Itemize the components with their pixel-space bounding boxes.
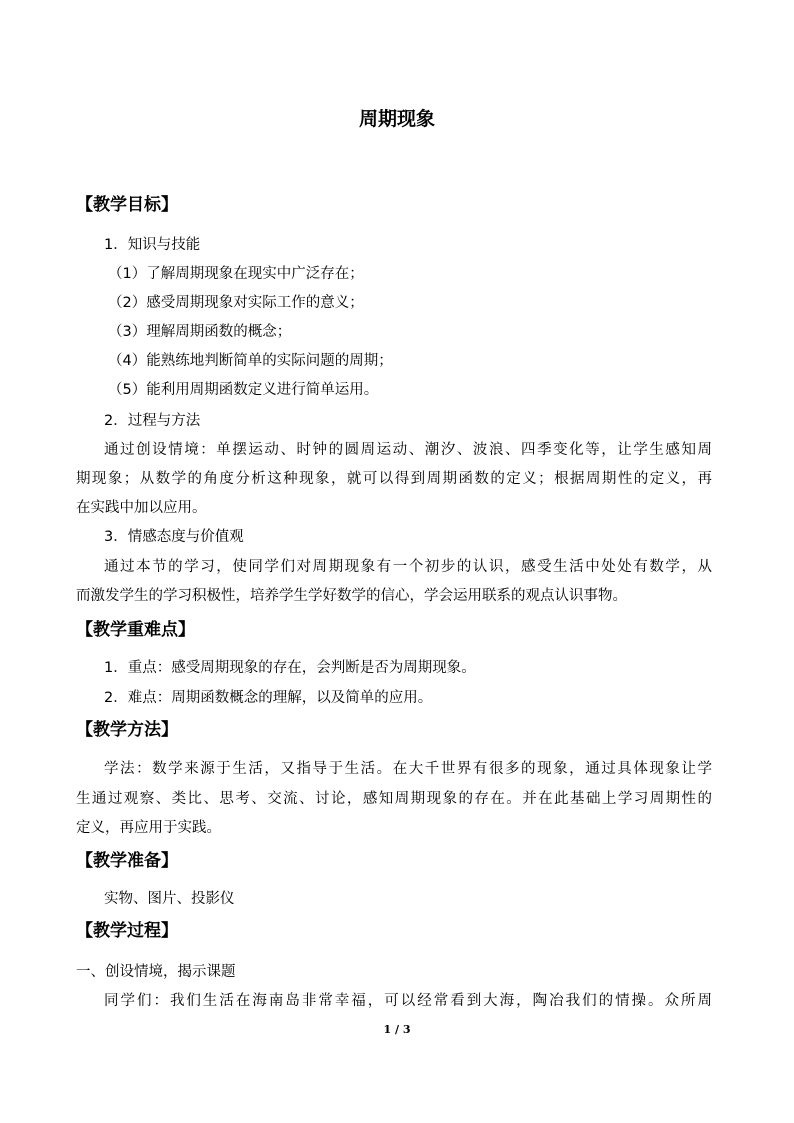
- paragraph-line: 同学们：我们生活在海南岛非常幸福，可以经常看到大海，陶冶我们的情操。众所周: [104, 993, 712, 1009]
- section-heading-key-points: 【教学重难点】: [76, 620, 195, 640]
- section-heading-goals: 【教学目标】: [76, 195, 178, 215]
- key-point-item: 2．难点：周期函数概念的理解，以及简单的应用。: [104, 690, 433, 706]
- section-heading-methods: 【教学方法】: [76, 720, 178, 740]
- goal-item: （1）了解周期现象在现实中广泛存在；: [108, 266, 364, 282]
- paragraph-line: 学法：数学来源于生活，又指导于生活。在大千世界有很多的现象，通过具体现象让学: [104, 761, 712, 777]
- subheading-knowledge: 1．知识与技能: [104, 237, 201, 253]
- section-heading-process: 【教学过程】: [76, 921, 178, 941]
- paragraph-line: 通过创设情境：单摆运动、时钟的圆周运动、潮汐、波浪、四季变化等，让学生感知周: [104, 442, 712, 458]
- subheading-attitude: 3．情感态度与价值观: [104, 529, 244, 545]
- goal-item: （3）理解周期函数的概念；: [108, 324, 292, 340]
- section-heading-prep: 【教学准备】: [76, 851, 178, 871]
- key-point-item: 1．重点：感受周期现象的存在，会判断是否为周期现象。: [104, 660, 476, 676]
- paragraph-line: 通过本节的学习，使同学们对周期现象有一个初步的认识，感受生活中处处有数学，从: [104, 559, 712, 575]
- page-number: 1 / 3: [383, 1023, 411, 1036]
- goal-item: （5）能利用周期函数定义进行简单运用。: [108, 382, 379, 398]
- page-title: 周期现象: [358, 108, 435, 130]
- goal-item: （4）能熟练地判断简单的实际问题的周期；: [108, 353, 393, 369]
- paragraph-line: 而激发学生的学习积极性，培养学生学好数学的信心，学会运用联系的观点认识事物。: [76, 588, 627, 604]
- paragraph-line: 定义，再应用于实践。: [76, 820, 221, 836]
- paragraph-line: 生通过观察、类比、思考、交流、讨论，感知周期现象的存在。并在此基础上学习周期性的: [76, 791, 712, 807]
- goal-item: （2）感受周期现象对实际工作的意义；: [108, 295, 364, 311]
- prep-text: 实物、图片、投影仪: [104, 891, 235, 907]
- subheading-process-method: 2．过程与方法: [104, 413, 201, 429]
- process-subheading: 一、创设情境，揭示课题: [76, 964, 236, 980]
- paragraph-line: 在实践中加以应用。: [76, 500, 207, 516]
- paragraph-line: 期现象；从数学的角度分析这种现象，就可以得到周期函数的定义；根据周期性的定义，再: [76, 471, 712, 487]
